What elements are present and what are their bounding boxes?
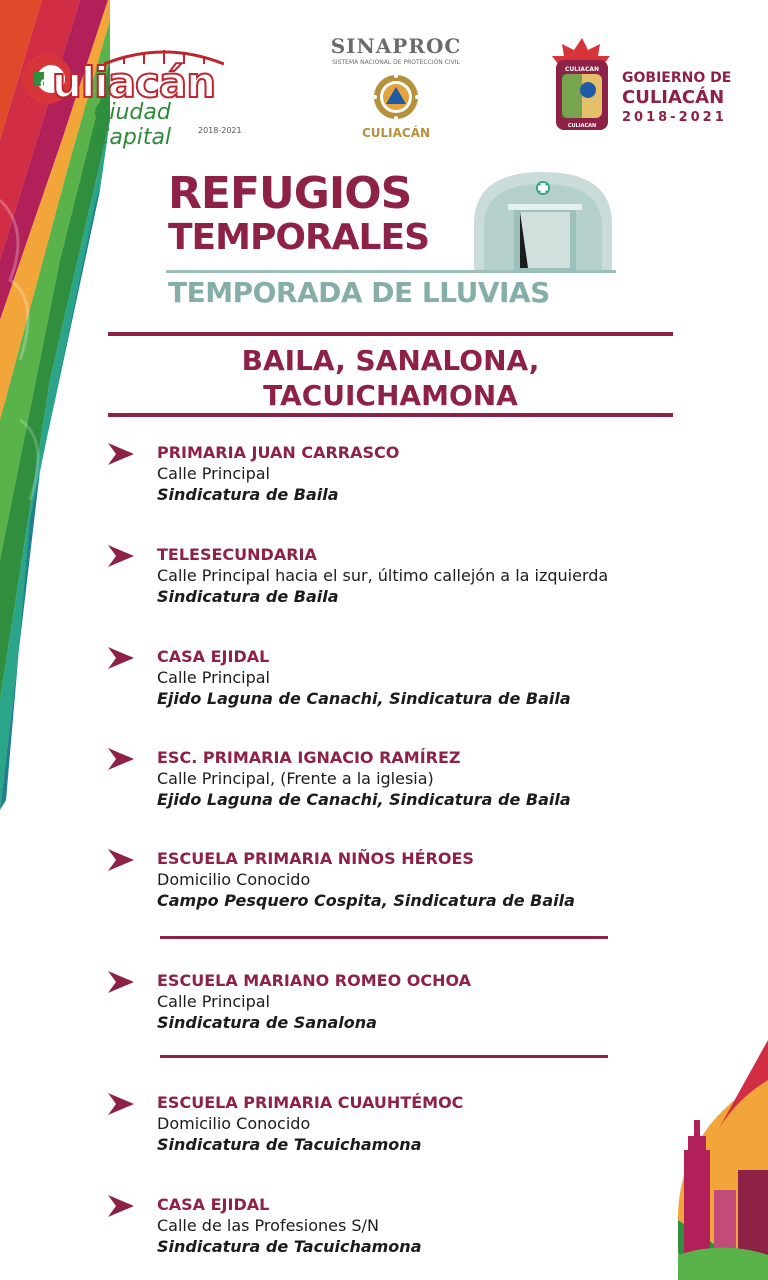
culiacan-logo-subtitle: Ciudad Capital <box>94 100 172 150</box>
section-title-line1: BAILA, SANALONA, <box>241 344 540 377</box>
headline-line3: TEMPORADA DE LLUVIAS <box>168 276 550 309</box>
shelter-place: Ejido Laguna de Canachi, Sindicatura de Baila <box>157 689 571 708</box>
shelter-place: Ejido Laguna de Canachi, Sindicatura de Baila <box>157 790 571 809</box>
shelter-place: Sindicatura de Sanalona <box>157 1013 377 1032</box>
shelter-name: CASA EJIDAL <box>157 647 270 666</box>
headline-underline <box>166 270 616 273</box>
shelter-place: Sindicatura de Tacuichamona <box>157 1135 422 1154</box>
shelter-street: Calle Principal, (Frente a la iglesia) <box>157 769 434 788</box>
sinaproc-logo <box>310 34 482 144</box>
shelter-street: Calle Principal hacia el sur, último callejón a la izquierda <box>157 566 609 585</box>
svg-text:CULIACAN: CULIACAN <box>567 123 597 129</box>
chevron-arrow-icon <box>106 443 134 465</box>
sinaproc-name: SINAPROC <box>330 34 462 58</box>
shelter-name: CASA EJIDAL <box>157 1195 270 1214</box>
svg-text:CULIACAN: CULIACAN <box>564 66 600 73</box>
shelter-name: ESCUELA MARIANO ROMEO OCHOA <box>157 971 472 990</box>
section-rule-bottom <box>108 413 673 417</box>
shelter-name: ESCUELA PRIMARIA CUAUHTÉMOC <box>157 1093 464 1112</box>
chevron-arrow-icon <box>106 1195 134 1217</box>
headline-line2: TEMPORALES <box>168 217 430 258</box>
chevron-arrow-icon <box>106 1093 134 1115</box>
headline-line1: REFUGIOS <box>168 168 412 219</box>
sinaproc-tagline: SISTEMA NACIONAL DE PROTECCIÓN CIVIL <box>332 59 460 66</box>
section-title-line2: TACUICHAMONA <box>263 379 518 412</box>
culiacan-logo <box>22 40 252 150</box>
shelter-place: Sindicatura de Baila <box>157 587 339 606</box>
government-line2: CULIACÁN <box>622 87 725 108</box>
headline-block <box>166 166 618 316</box>
chevron-arrow-icon <box>106 971 134 993</box>
culiacan-logo-years: 2018-2021 <box>198 126 242 135</box>
shelter-place: Campo Pesquero Cospita, Sindicatura de Baila <box>157 891 575 910</box>
right-decorative-wheel <box>678 1040 768 1280</box>
shelter-street: Calle de las Profesiones S/N <box>157 1216 379 1235</box>
coat-of-arms-icon <box>548 36 616 134</box>
svg-text:C: C <box>40 77 49 91</box>
group-divider-tacuichamona <box>160 1055 608 1058</box>
shelter-name: ESC. PRIMARIA IGNACIO RAMÍREZ <box>157 748 461 767</box>
government-line1: GOBIERNO DE <box>622 70 732 86</box>
civil-protection-emblem-icon <box>373 74 419 120</box>
shelter-name: ESCUELA PRIMARIA NIÑOS HÉROES <box>157 849 474 868</box>
culiacan-logo-word: uliacán <box>52 58 216 107</box>
group-divider-sanalona <box>160 936 608 939</box>
shelter-place: Sindicatura de Baila <box>157 485 339 504</box>
shelter-name: PRIMARIA JUAN CARRASCO <box>157 443 400 462</box>
section-rule-top <box>108 332 673 336</box>
shelter-street: Calle Principal <box>157 668 270 687</box>
chevron-arrow-icon <box>106 647 134 669</box>
chevron-arrow-icon <box>106 748 134 770</box>
shelter-tent-icon <box>470 168 616 272</box>
shelter-street: Domicilio Conocido <box>157 1114 311 1133</box>
chevron-arrow-icon <box>106 545 134 567</box>
government-line3: 2018-2021 <box>622 110 727 125</box>
government-logo <box>548 36 748 136</box>
sinaproc-city: CULIACÁN <box>361 126 431 140</box>
chevron-arrow-icon <box>106 849 134 871</box>
shelter-place: Sindicatura de Tacuichamona <box>157 1237 422 1256</box>
shelter-street: Calle Principal <box>157 464 270 483</box>
shelter-name: TELESECUNDARIA <box>157 545 317 564</box>
shelter-street: Domicilio Conocido <box>157 870 311 889</box>
shelter-street: Calle Principal <box>157 992 270 1011</box>
section-title <box>108 343 673 413</box>
